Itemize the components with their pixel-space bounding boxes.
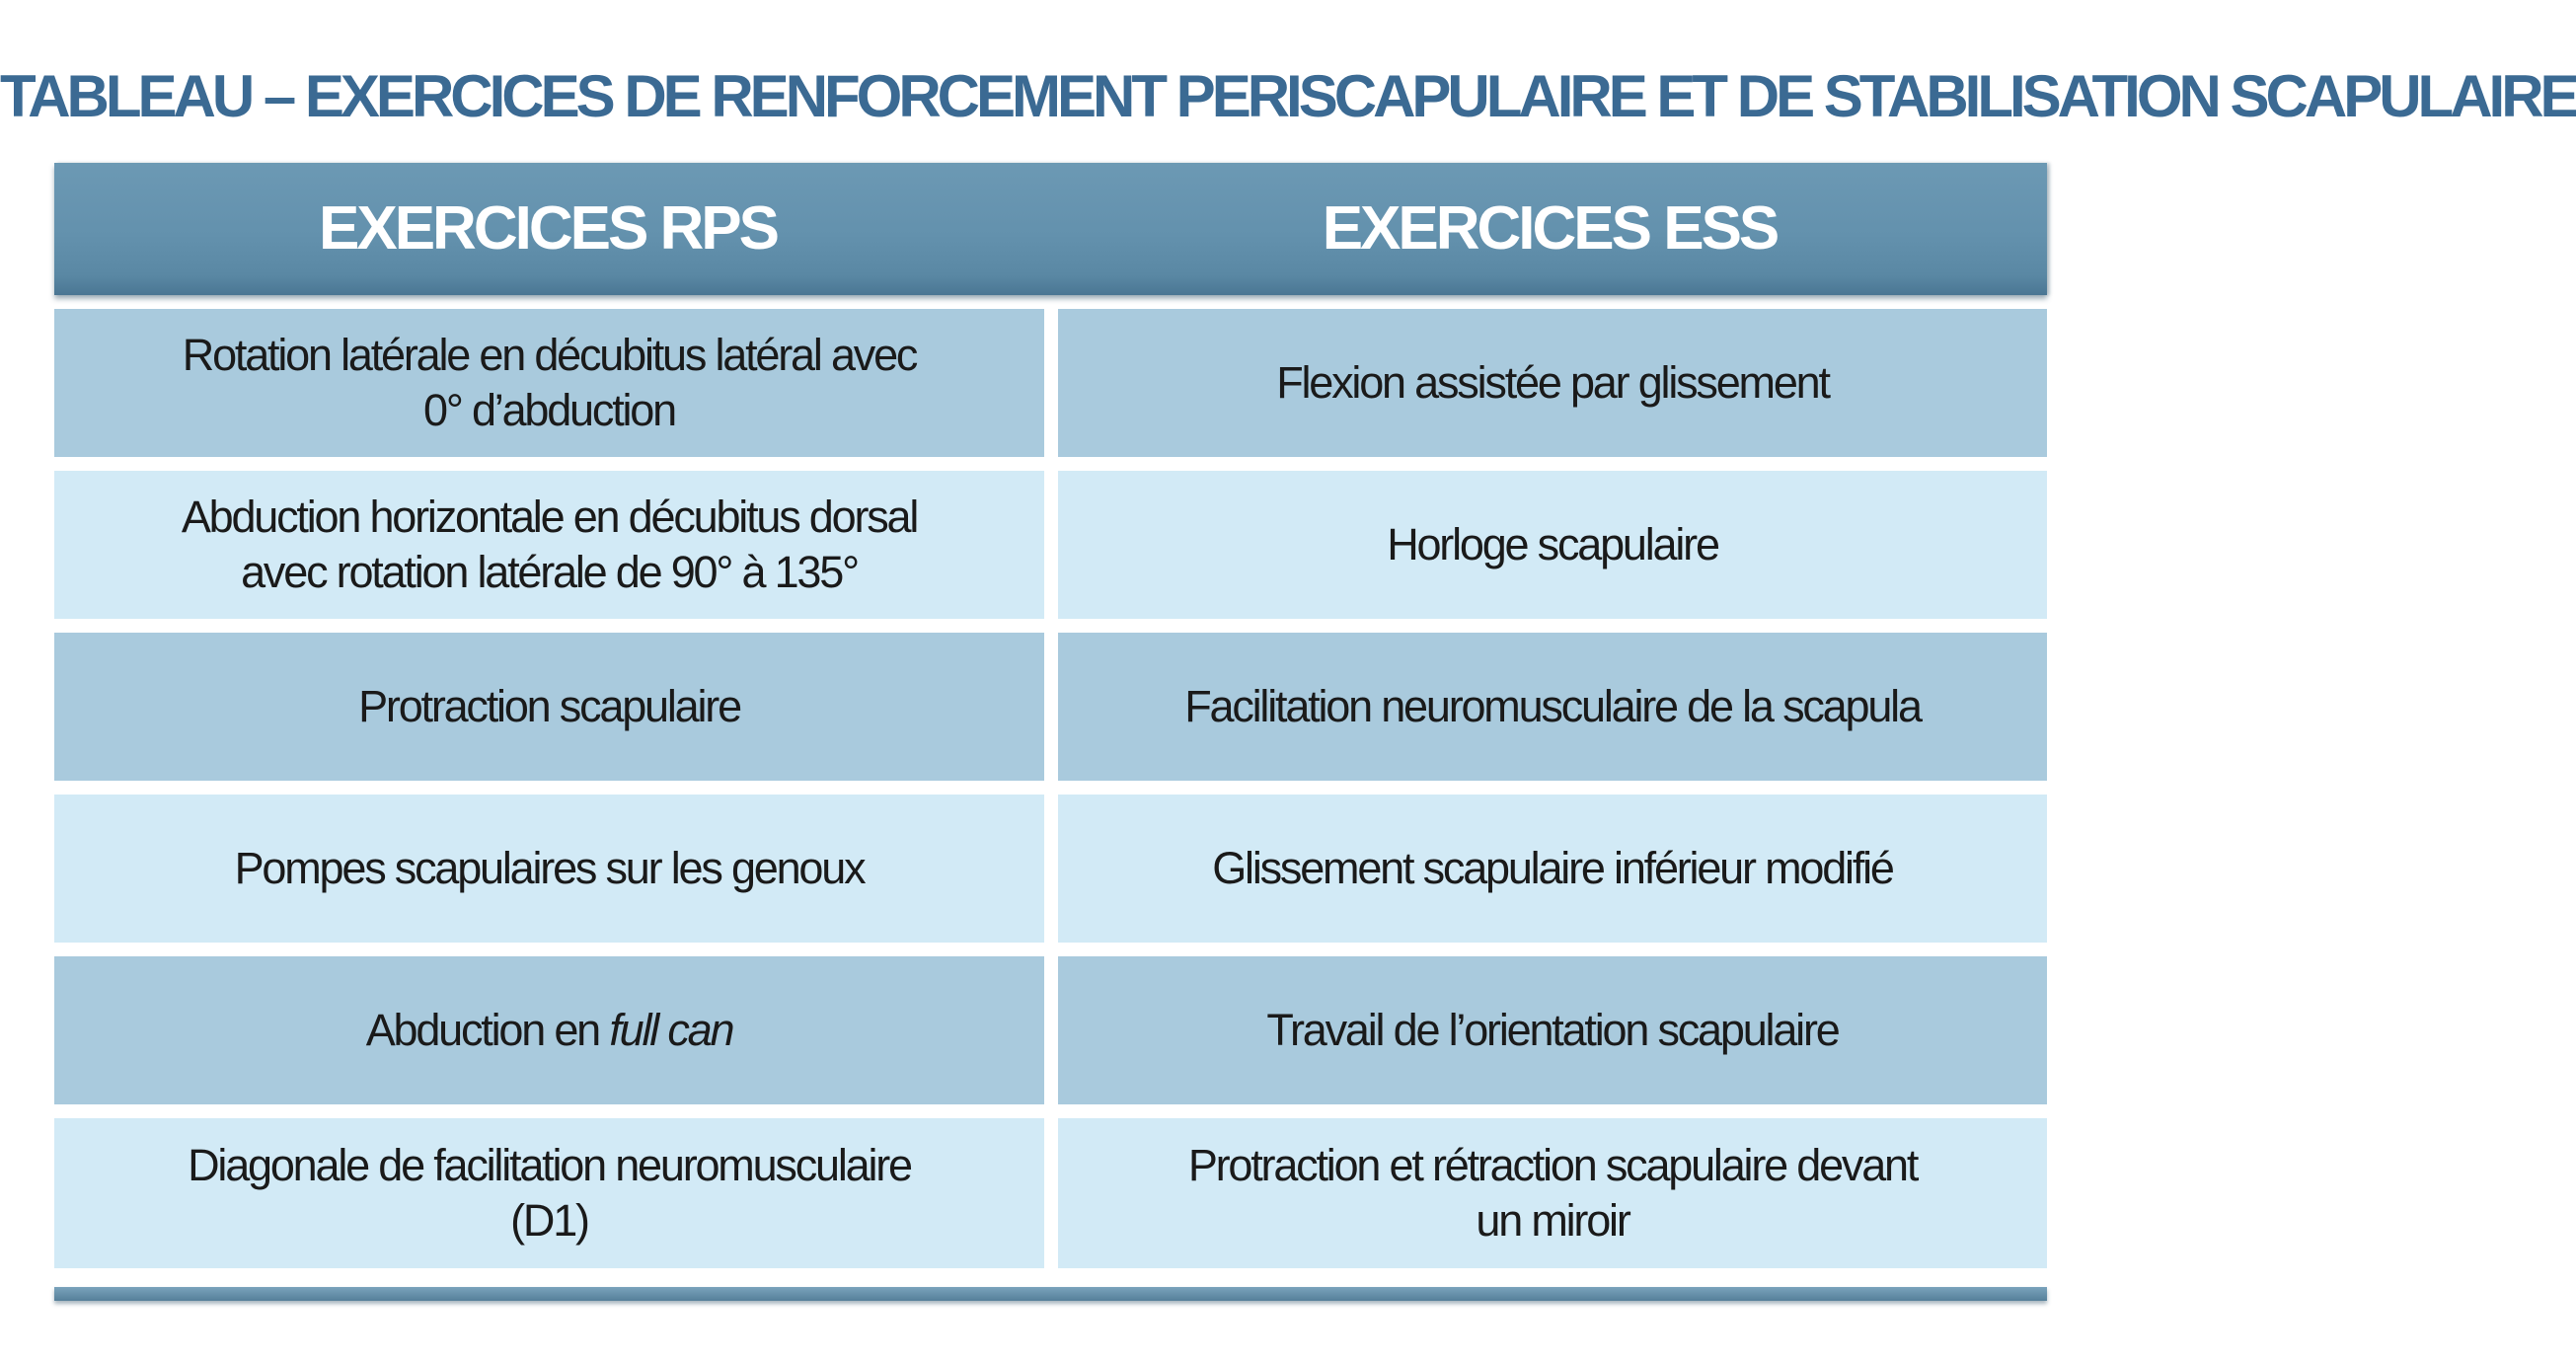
cell-text: Abduction horizontale en décubitus dorsal avec rotation latérale de 90° à 135° [181, 492, 918, 597]
column-header-ess: EXERCICES ESS [1322, 194, 1778, 263]
page-title: TABLEAU – EXERCICES DE RENFORCEMENT PERISCAPULAIRE ET DE STABILISATION SCAPULAIRE [0, 63, 2576, 129]
table-cell-rps-2 [54, 471, 1044, 619]
cell-text: Diagonale de facilitation neuromusculaire (D1) [188, 1140, 911, 1246]
table-cell-rps-4 [54, 794, 1044, 943]
table-cell-ess-4 [1058, 794, 2047, 943]
table-cell-ess-6 [1058, 1118, 2047, 1268]
table-footer-bar [54, 1287, 2047, 1301]
table-cell-ess-5 [1058, 956, 2047, 1104]
cell-text: Protraction scapulaire [358, 681, 740, 731]
cell-text [366, 1003, 733, 1058]
cell-text: Rotation latérale en décubitus latéral avec 0° d’abduction [182, 330, 917, 435]
table-header [54, 163, 2047, 295]
table-cell-rps-5 [54, 956, 1044, 1104]
cell-text: Glissement scapulaire inférieur modifié [1212, 843, 1893, 893]
table-cell-ess-1 [1058, 309, 2047, 457]
cell-text: Flexion assistée par glissement [1276, 357, 1829, 408]
cell-text: Facilitation neuromusculaire de la scapula [1184, 681, 1921, 731]
column-header-rps: EXERCICES RPS [318, 194, 778, 263]
cell-text: Protraction et rétraction scapulaire devant un miroir [1187, 1140, 1918, 1246]
table-cell-rps-3 [54, 633, 1044, 781]
cell-text: Pompes scapulaires sur les genoux [234, 843, 865, 893]
cell-text-regular: Abduction en [365, 1005, 610, 1055]
cell-text: Horloge scapulaire [1387, 519, 1718, 569]
table-cell-rps-6 [54, 1118, 1044, 1268]
table-cell-rps-1 [54, 309, 1044, 457]
table-cell-ess-3 [1058, 633, 2047, 781]
cell-text: Travail de l’orientation scapulaire [1266, 1005, 1839, 1055]
table-cell-ess-2 [1058, 471, 2047, 619]
cell-text-italic: full can [609, 1005, 733, 1055]
